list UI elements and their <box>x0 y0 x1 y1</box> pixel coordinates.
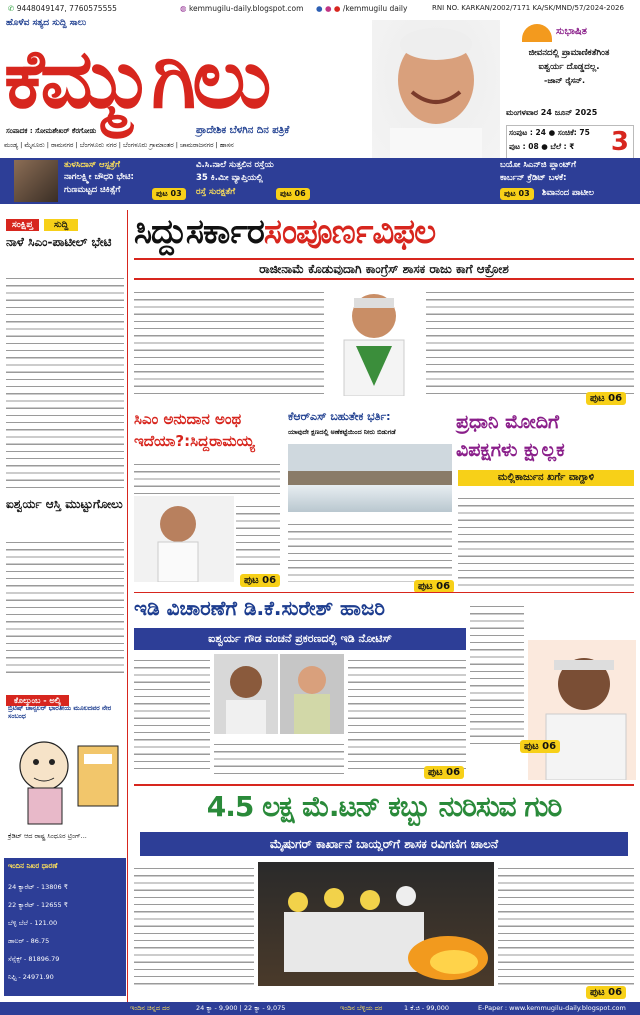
cartoon-label: ಕೊಲ್ಕುಂಬ - ಅಲ್ಕಿ <box>6 695 69 706</box>
lead-headline[interactable] <box>134 212 636 256</box>
price: 3 <box>610 127 629 157</box>
sugar-body-col-2 <box>498 862 634 986</box>
ed-photo-1 <box>214 654 278 734</box>
lead-body-col-1 <box>134 286 324 394</box>
phone-numbers: 9448049147, 7760575555 <box>16 4 117 13</box>
ed-body-col-2 <box>348 654 466 774</box>
teaser-1[interactable] <box>14 160 186 202</box>
page-ref[interactable]: ಪುಟ 06 <box>586 986 626 999</box>
sugar-body-col-1 <box>134 862 254 986</box>
sun-logo-icon <box>522 24 552 42</box>
silver-value: 1 ಕೆ.ಜಿ - 99,000 <box>404 1004 450 1012</box>
teaser-3[interactable] <box>500 160 636 202</box>
krs-dam-photo <box>288 444 452 512</box>
district-list: ಮಂಡ್ಯ | ಮೈಸೂರು | ರಾಮನಗರ | ಬೆಂಗಳೂರು ನಗರ | ಬೆಂಗಳೂರು ಗ್ರಾಮಾಂತರ | ಚಾಮರಾಜನಗರ | ಹಾಸನ <box>4 141 234 149</box>
social-handle[interactable]: /kemmugilu daily <box>342 4 408 13</box>
sidebar-section-label-2: ಸುದ್ದಿ <box>44 219 78 231</box>
ed-body-col-1 <box>134 654 210 774</box>
pm-headline-line-1: ಪ್ರಧಾನಿ ಮೋದಿಗೆ <box>456 411 560 433</box>
lead-photo <box>326 286 422 396</box>
ed-photo-2 <box>280 654 344 734</box>
gold-label: ಇಂದಿನ ಚಿನ್ನದ ದರ <box>130 1004 170 1012</box>
portrait-illustration <box>372 20 500 160</box>
market-row: ಬೆಳ್ಳಿ ಬೆಲೆ - 121.00 <box>8 919 58 927</box>
page-ref[interactable]: ಪುಟ 06 <box>424 766 464 779</box>
instagram-icon[interactable]: ● <box>324 4 332 13</box>
teaser-line: ತುಳಸಿದಾಸ್ ಆಸ್ಪತ್ರೆಗೆ <box>64 160 120 170</box>
teaser-line: ವಿ.ಸಿ.ನಾಲೆ ಸುತ್ತಲಿನ ರಸ್ತೆಯ <box>196 160 274 170</box>
page-ref[interactable]: ಪುಟ 03 <box>500 188 534 200</box>
teaser-photo <box>14 160 58 202</box>
page-ref[interactable]: ಪುಟ 06 <box>586 392 626 405</box>
krs-headline[interactable]: ಕೆಆರ್‌ಎಸ್ ಬಹುತೇಕ ಭರ್ತಿ: <box>288 410 391 423</box>
teaser-line: ನಾಗಲಕ್ಷ್ಮೀ ಚೌಧರಿ ಭೇಟಿ: <box>64 172 134 182</box>
pm-headline-line-2: ವಿಪಕ್ಷಗಳು ಕ್ಷುಲ್ಲಕ <box>456 439 565 461</box>
sidebar-story-2-title[interactable]: ಐಶ್ವರ್ಯ ಆಸ್ತಿ ಮುಟ್ಟುಗೋಲು <box>6 497 123 511</box>
hero-portrait <box>372 20 500 160</box>
subhashita-label: ಸುಭಾಷಿತ <box>556 26 587 37</box>
market-row: 24 ಕ್ಯಾರೆಟ್ - 13806 ₹ <box>8 883 68 891</box>
teaser-line: ಕಾರ್ಬನ್ ಕ್ರೆಡಿಟ್ ಬಳಕೆ: <box>500 173 567 183</box>
teaser-line: ರಸ್ತೆ ಸುರಕ್ಷತೆಗೆ <box>196 187 236 197</box>
cartoon-illustration <box>8 726 122 826</box>
sidebar-section-label: ಸಂಕ್ಷಿಪ್ತ <box>6 219 39 231</box>
page-ref[interactable]: ಪುಟ 06 <box>240 574 280 587</box>
ed-headline[interactable]: ಇಡಿ ವಿಚಾರಣೆಗೆ ಡಿ.ಕೆ.ಸುರೇಶ್ ಹಾಜರಿ <box>134 596 385 620</box>
web-icon: ◍ <box>180 4 187 13</box>
teaser-line: ಶಿವಾನಂದ ಪಾಟೀಲ <box>542 188 595 198</box>
pm-body <box>458 492 634 586</box>
market-row: ಸೆನ್ಸೆಕ್ಸ್ - 81896.79 <box>8 955 60 963</box>
quote-author: -ಜಾನ್ ರೈಸನ್. <box>544 76 586 85</box>
rni-number: RNI NO. KARKAN/2002/7171 KA/SK/MND/57/2024-2026 <box>432 4 624 12</box>
krs-body <box>288 518 452 582</box>
epaper-link[interactable]: E-Paper : www.kemmugilu-daily.blogspot.com <box>478 1004 626 1012</box>
gold-value: 24 ಕ್ಯಾ - 9,900 | 22 ಕ್ಯಾ - 9,075 <box>196 1004 286 1012</box>
pm-subhead: ಮಲ್ಲಿಕಾರ್ಜುನ ಖರ್ಗೆ ವಾಗ್ದಾಳಿ <box>458 470 634 486</box>
ed-body-col-3 <box>214 738 344 774</box>
phone-icon: ✆ <box>8 4 15 13</box>
cm-story-body <box>134 458 280 496</box>
page-ref[interactable]: ಪುಟ 06 <box>520 740 560 753</box>
market-row: ನಿಫ್ಟಿ - 24971.90 <box>8 973 54 981</box>
market-row: ಡಾಲರ್ - 86.75 <box>8 937 50 945</box>
page-ref[interactable]: ಪುಟ 03 <box>152 188 186 200</box>
cm-headline-line-2: ಇದೆಯಾ?:ಸಿದ್ದರಾಮಯ್ಯ <box>134 432 255 450</box>
tagline: ಹೊಳೆವ ಸತ್ಯದ ಸುದ್ದಿ ಸಾಲು <box>6 18 87 28</box>
cartoon-bubble: ಬ್ರಿಟಿಷ್ ಚಾನ್ಸಲರ್ ಭಾರತೀಯ ಮೂಲದವರ ನೇರ ಸಂಬಂಧ <box>8 704 112 720</box>
cm-photo <box>134 496 234 582</box>
page-ref[interactable]: ಪುಟ 06 <box>276 188 310 200</box>
issue-date: ಮಂಗಳವಾರ 24 ಜೂನ್ 2025 <box>506 108 598 117</box>
kharge-photo <box>528 640 636 780</box>
teaser-line: ಬಯೋ ಸಿಎನ್‌ಜಿ ಪ್ಲಾಂಟ್‌ಗೆ <box>500 160 577 170</box>
cm-story-headline[interactable] <box>134 408 280 454</box>
volume-issue: ಸಂಪುಟ : 24 ● ಸಂಚಿಕೆ: 75 <box>509 128 590 137</box>
teaser-line: ಗುಣಮಟ್ಟದ ಚಿಕಿತ್ಸೆಗೆ <box>64 185 121 195</box>
pm-body-2 <box>470 600 524 744</box>
cm-story-body-2 <box>236 500 280 566</box>
krs-subhead: ಯಾವುದೇ ಕ್ಷಣದಲ್ಲಿ ಅಣೆಕಟ್ಟೆಯಿಂದ ನೀರು ಬಿಡುಗಡೆ <box>288 428 396 436</box>
market-row: 22 ಕ್ಯಾರೆಟ್ - 12655 ₹ <box>8 901 68 909</box>
teaser-line: 35 ಕಿ.ಮೀ ವ್ಯಾಪ್ತಿಯಲ್ಲಿ <box>196 173 263 183</box>
sugar-headline[interactable]: 4.5 ಲಕ್ಷ ಮೆ.ಟನ್ ಕಬ್ಬು ನುರಿಸುವ ಗುರಿ <box>206 790 562 823</box>
facebook-icon[interactable]: ● <box>316 4 323 13</box>
quote-line-1: ಜೀವನದಲ್ಲಿ ಪ್ರಾಮಾಣಿಕತೆಗಿಂತ <box>528 48 610 58</box>
editor-line: ಸಂಪಾದಕ : ಸೋಮಶೇಖರ್ ಕೆರಗೋಡು <box>6 127 97 135</box>
lead-subhead: ರಾಜೀನಾಮೆ ಕೊಡುವುದಾಗಿ ಕಾಂಗ್ರೆಸ್ ಶಾಸಕ ರಾಜು ಕಾಗೆ ಆಕ್ರೋಶ <box>134 258 634 280</box>
sidebar-story-1-title[interactable]: ನಾಳೆ ಸಿಎಂ-ಪಾಟೀಲ್ ಭೇಟಿ <box>6 235 112 249</box>
sidebar-story-1-body <box>6 272 124 490</box>
teaser-2[interactable] <box>196 160 366 202</box>
page-ref[interactable]: ಪುಟ 06 <box>414 580 454 593</box>
lead-headline-part-1: ಸಿದ್ದುಸರ್ಕಾರ <box>134 212 264 252</box>
subtitle: ಪ್ರಾದೇಶಿಕ ಬೆಳಗಿನ ದಿನ ಪತ್ರಿಕೆ <box>196 125 290 136</box>
page-count: ಪುಟ : 08 ● ಬೆಲೆ : ₹ <box>509 142 575 151</box>
cartoon-caption: ಕ್ರೆಡಿಟ್ ಆದ ರಾಷ್ಟ್ರ ಸಿಂಧೂರ ಟ್ರಿಂಗ್... <box>8 832 87 840</box>
sidebar-story-2-body <box>6 536 124 676</box>
ed-subhead: ಐಶ್ವರ್ಯ ಗೌಡ ವಂಚನೆ ಪ್ರಕರಣದಲ್ಲಿ ಇಡಿ ನೋಟಿಸ್ <box>134 628 466 650</box>
youtube-icon[interactable]: ● <box>333 4 341 13</box>
pm-story-headline[interactable] <box>456 408 636 468</box>
newspaper-title: ಕೆಮ್ಮುಗಿಲು <box>4 32 268 127</box>
silver-label: ಇಂದಿನ ಬೆಳ್ಳಿಯ ದರ <box>340 1004 383 1012</box>
market-label: ಇಂದಿನ ನಿಖರ ಧಾರಣೆ <box>8 862 58 870</box>
lead-body-col-2 <box>426 286 634 394</box>
quote-line-2: ಐಶ್ವರ್ಯ ದೊಡ್ಡದಲ್ಲ. <box>538 62 600 72</box>
cm-headline-line-1: ಸಿಎಂ ಅನುದಾನ ಅಂಥ <box>134 410 242 428</box>
lead-headline-part-2: ಸಂಪೂರ್ಣವಿಫಲ <box>263 212 436 252</box>
website-top[interactable]: kemmugilu-daily.blogspot.com <box>188 4 304 13</box>
sugar-subhead: ಮೈಷುಗರ್ ಕಾರ್ಖಾನೆ ಬಾಯ್ಲರ್‌ಗೆ ಶಾಸಕ ರವಿಗಣಿಗ ಚಾಲನೆ <box>140 832 628 856</box>
sugar-boiler-photo <box>258 862 494 986</box>
